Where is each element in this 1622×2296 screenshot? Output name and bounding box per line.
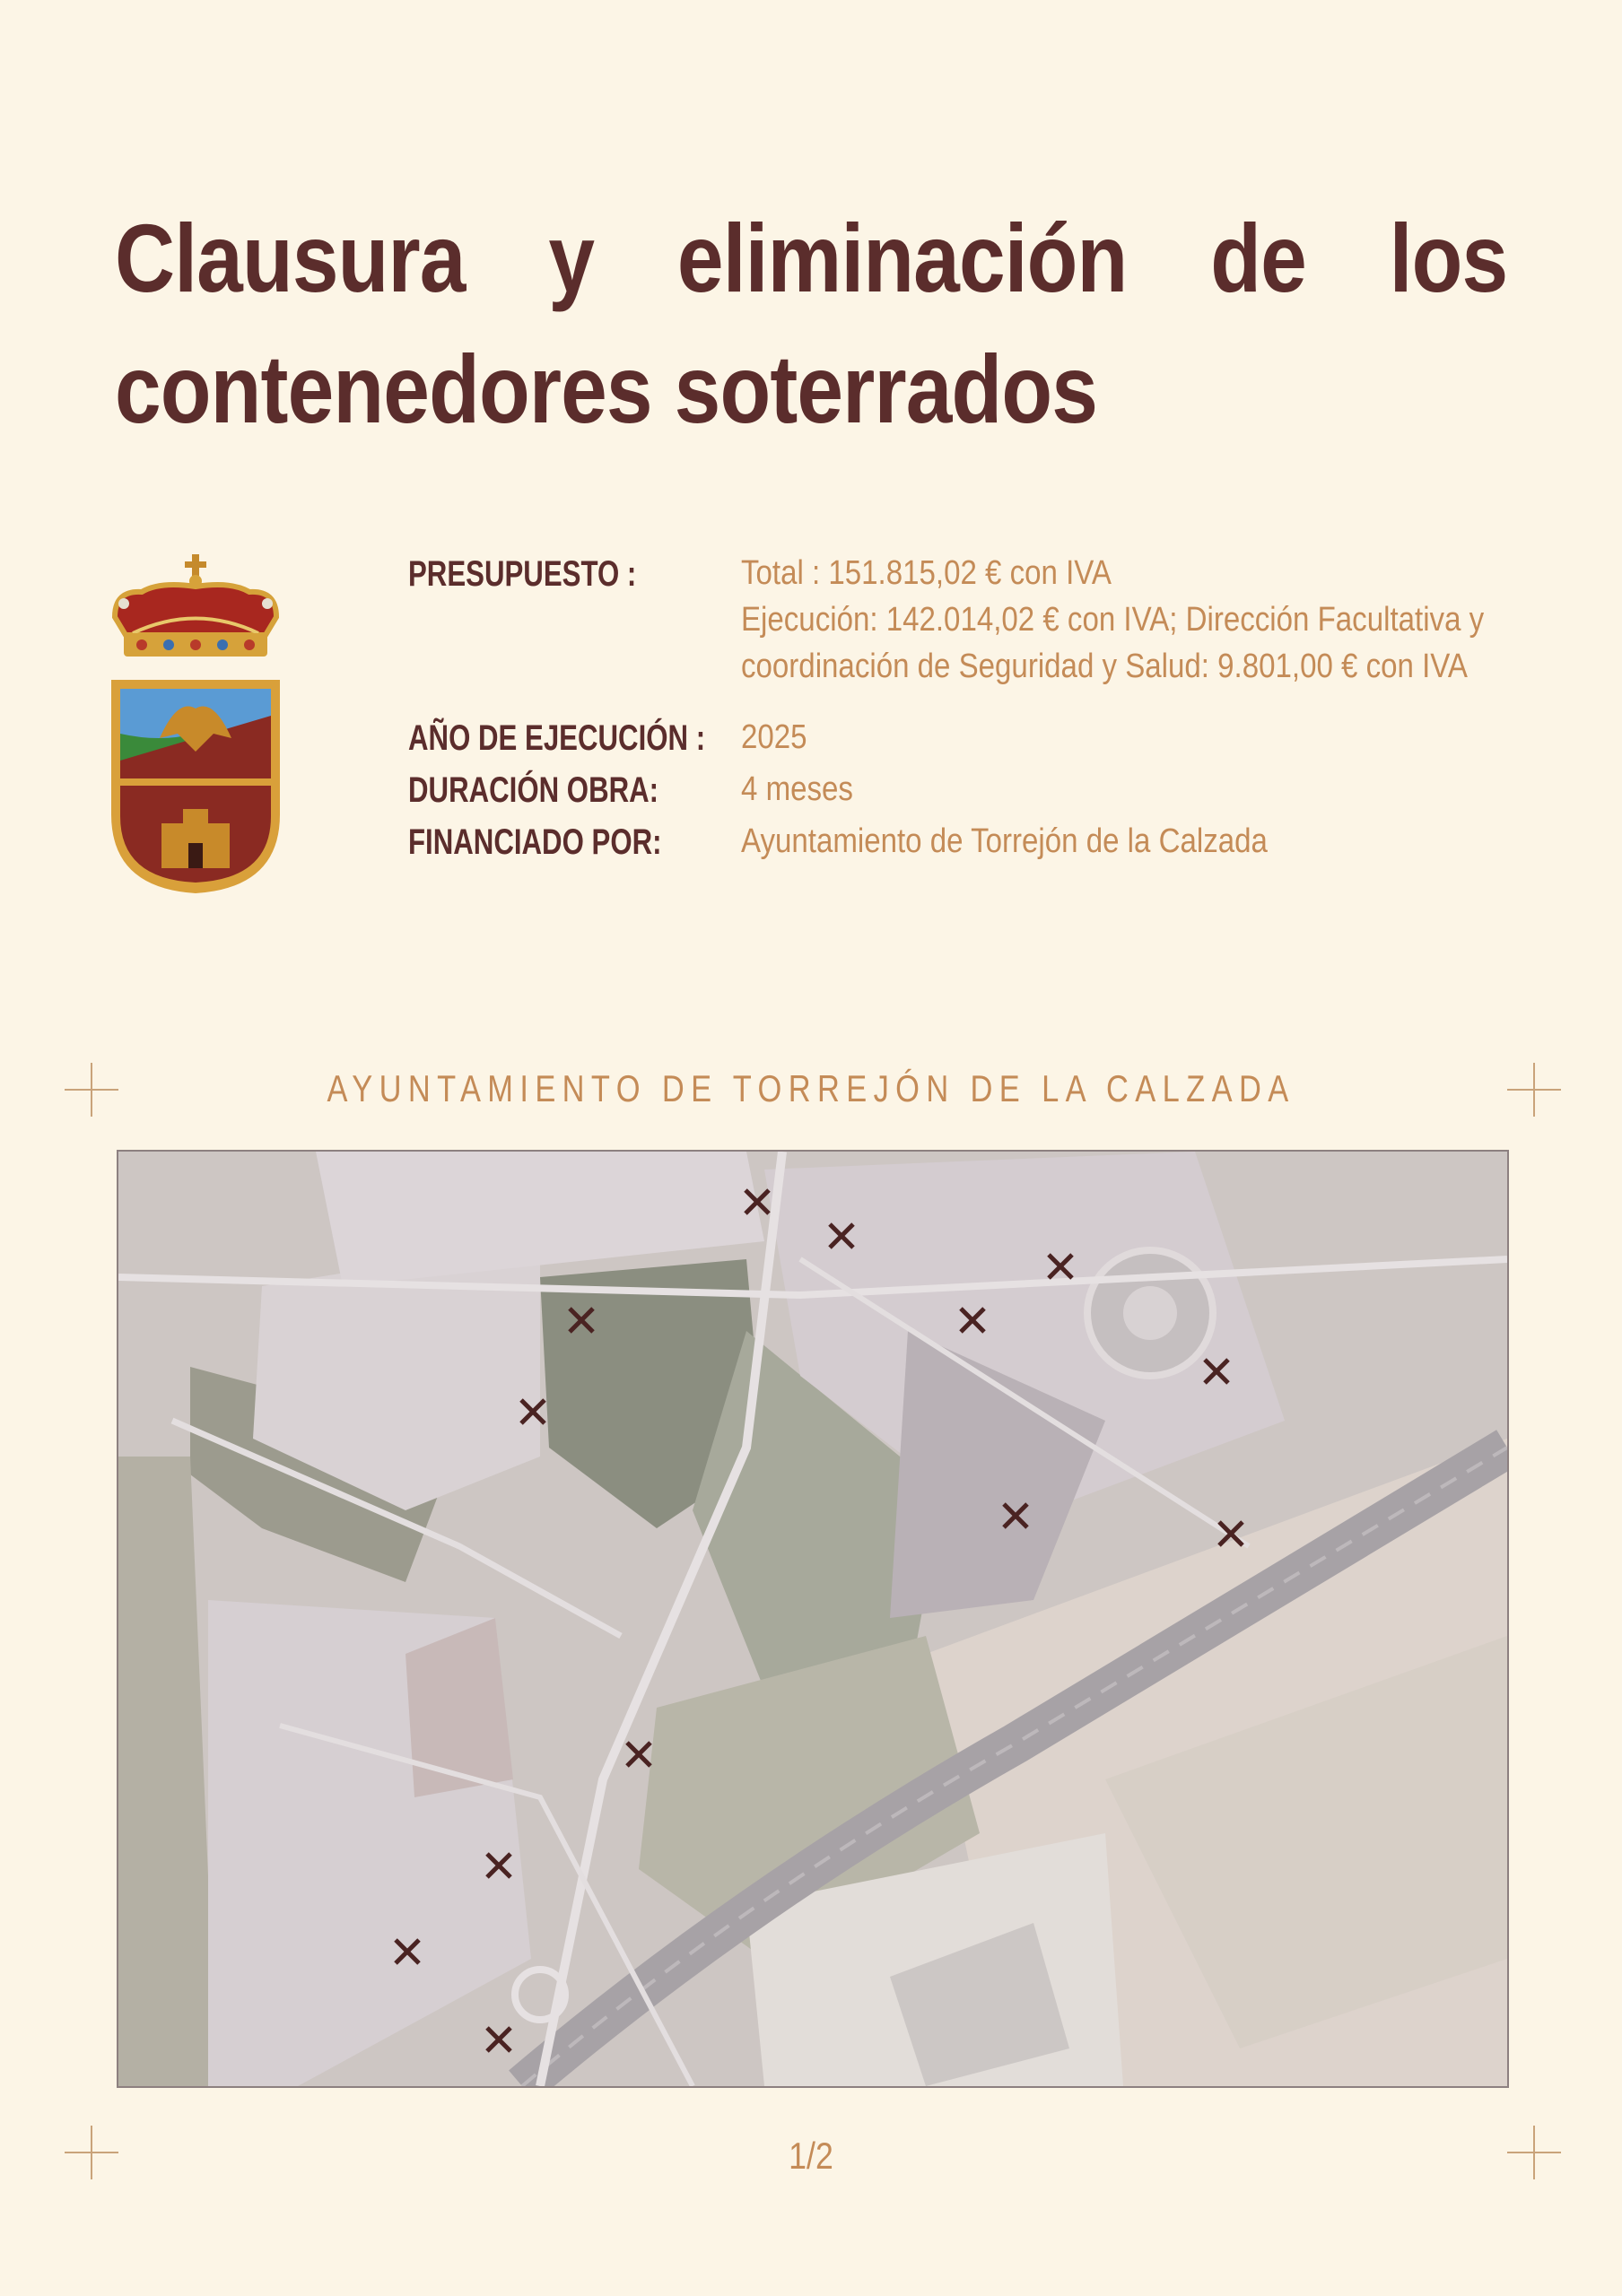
crop-mark [1507, 2126, 1561, 2179]
organization-name: AYUNTAMIENTO DE TORREJÓN DE LA CALZADA [327, 1067, 1295, 1109]
funded-label: FINANCIADO POR: [408, 822, 662, 862]
budget-total: Total : 151.815,02 € con IVA [741, 554, 1112, 592]
title-word: los [1389, 204, 1508, 312]
duration-label: DURACIÓN OBRA: [408, 770, 659, 810]
title-line-1 [115, 193, 1507, 324]
coat-of-arms-icon [106, 554, 285, 897]
title-word: Clausura [115, 204, 466, 312]
map-image [118, 1152, 1507, 2086]
year-label: AÑO DE EJECUCIÓN : [408, 718, 706, 758]
title-word: eliminación [676, 204, 1128, 312]
budget-execution-cont: coordinación de Seguridad y Salud: 9.801,00 € con IVA [741, 648, 1468, 685]
aerial-map [117, 1150, 1509, 2088]
funded-value: Ayuntamiento de Torrejón de la Calzada [741, 822, 1268, 860]
budget-label: PRESUPUESTO : [408, 554, 637, 594]
year-value: 2025 [741, 718, 807, 756]
page-title [115, 193, 1507, 455]
crop-mark [65, 1063, 118, 1117]
title-word: de [1210, 204, 1306, 312]
crop-mark [1507, 1063, 1561, 1117]
title-word: y [548, 204, 595, 312]
duration-value: 4 meses [741, 770, 853, 808]
title-line-2: contenedores soterrados [115, 335, 1098, 443]
page-number: 1/2 [789, 2135, 833, 2177]
budget-execution: Ejecución: 142.014,02 € con IVA; Dirección Facultativa y [741, 601, 1485, 639]
crop-mark [65, 2126, 118, 2179]
